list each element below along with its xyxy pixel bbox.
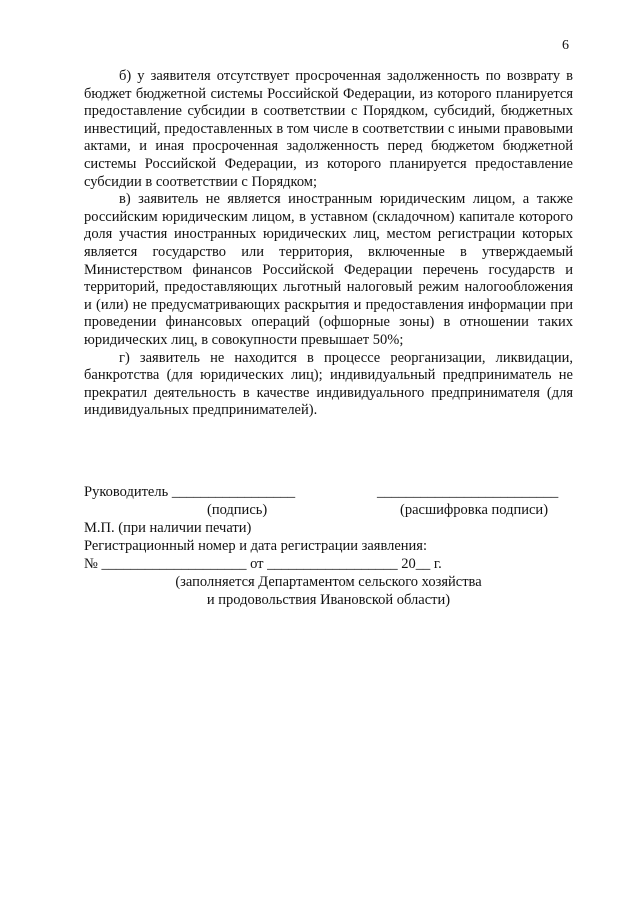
stamp-note: М.П. (при наличии печати) (84, 520, 252, 536)
registration-note-line1: (заполняется Департаментом сельского хозяйства (175, 574, 482, 590)
signature-decode-line: _________________________ (377, 484, 559, 500)
paragraph-g: г) заявитель не находится в процессе реорганизации, ликвидации, банкротства (для юридических лиц); индивидуальный предприниматель не прекратил деятельность в качестве индивидуального предпринимателя (для индивидуальных предпринимателей). (84, 349, 573, 419)
paragraph-v: в) заявитель не является иностранным юридическим лицом, а также российским юридическим лицом, в уставном (складочном) капитале которого доля участия иностранных юридических лиц, местом регистрации которых является государство или территория, включенные в утверждаемый Министерством финансов Российской Федерации перечень государств и территорий, предоставляющих льготный налоговый режим налогообложения и (или) не предусматривающих раскрытия и предоставления информации при проведении финансовых операций (офшорные зоны) в отношении таких юридических лиц, в совокупности превышает 50%; (84, 191, 573, 348)
head-signature-line: Руководитель _________________ (84, 484, 296, 500)
paragraph-b: б) у заявителя отсутствует просроченная задолженность по возврату в бюджет бюджетной системы Российской Федерации, из которого планируется предоставление субсидии в соответствии с Порядком, субсидий, бюджетных инвестиций, предоставленных в том числе в соответствии с иными правовыми актами, и иная просроченная задолженность перед бюджетом бюджетной системы Российской Федерации, из которого планируется предоставление субсидии в соответствии с Порядком; (84, 68, 573, 190)
decode-hint: (расшифровка подписи) (400, 502, 549, 518)
registration-line: № ____________________ от __________________ 20__ г. (84, 556, 442, 572)
page-number: 6 (562, 38, 569, 53)
registration-label: Регистрационный номер и дата регистрации заявления: (84, 538, 427, 554)
conditions-text (84, 68, 573, 420)
signature-block (84, 483, 573, 609)
registration-note-line2: и продовольствия Ивановской области) (206, 592, 451, 608)
signature-hint: (подпись) (207, 502, 268, 518)
